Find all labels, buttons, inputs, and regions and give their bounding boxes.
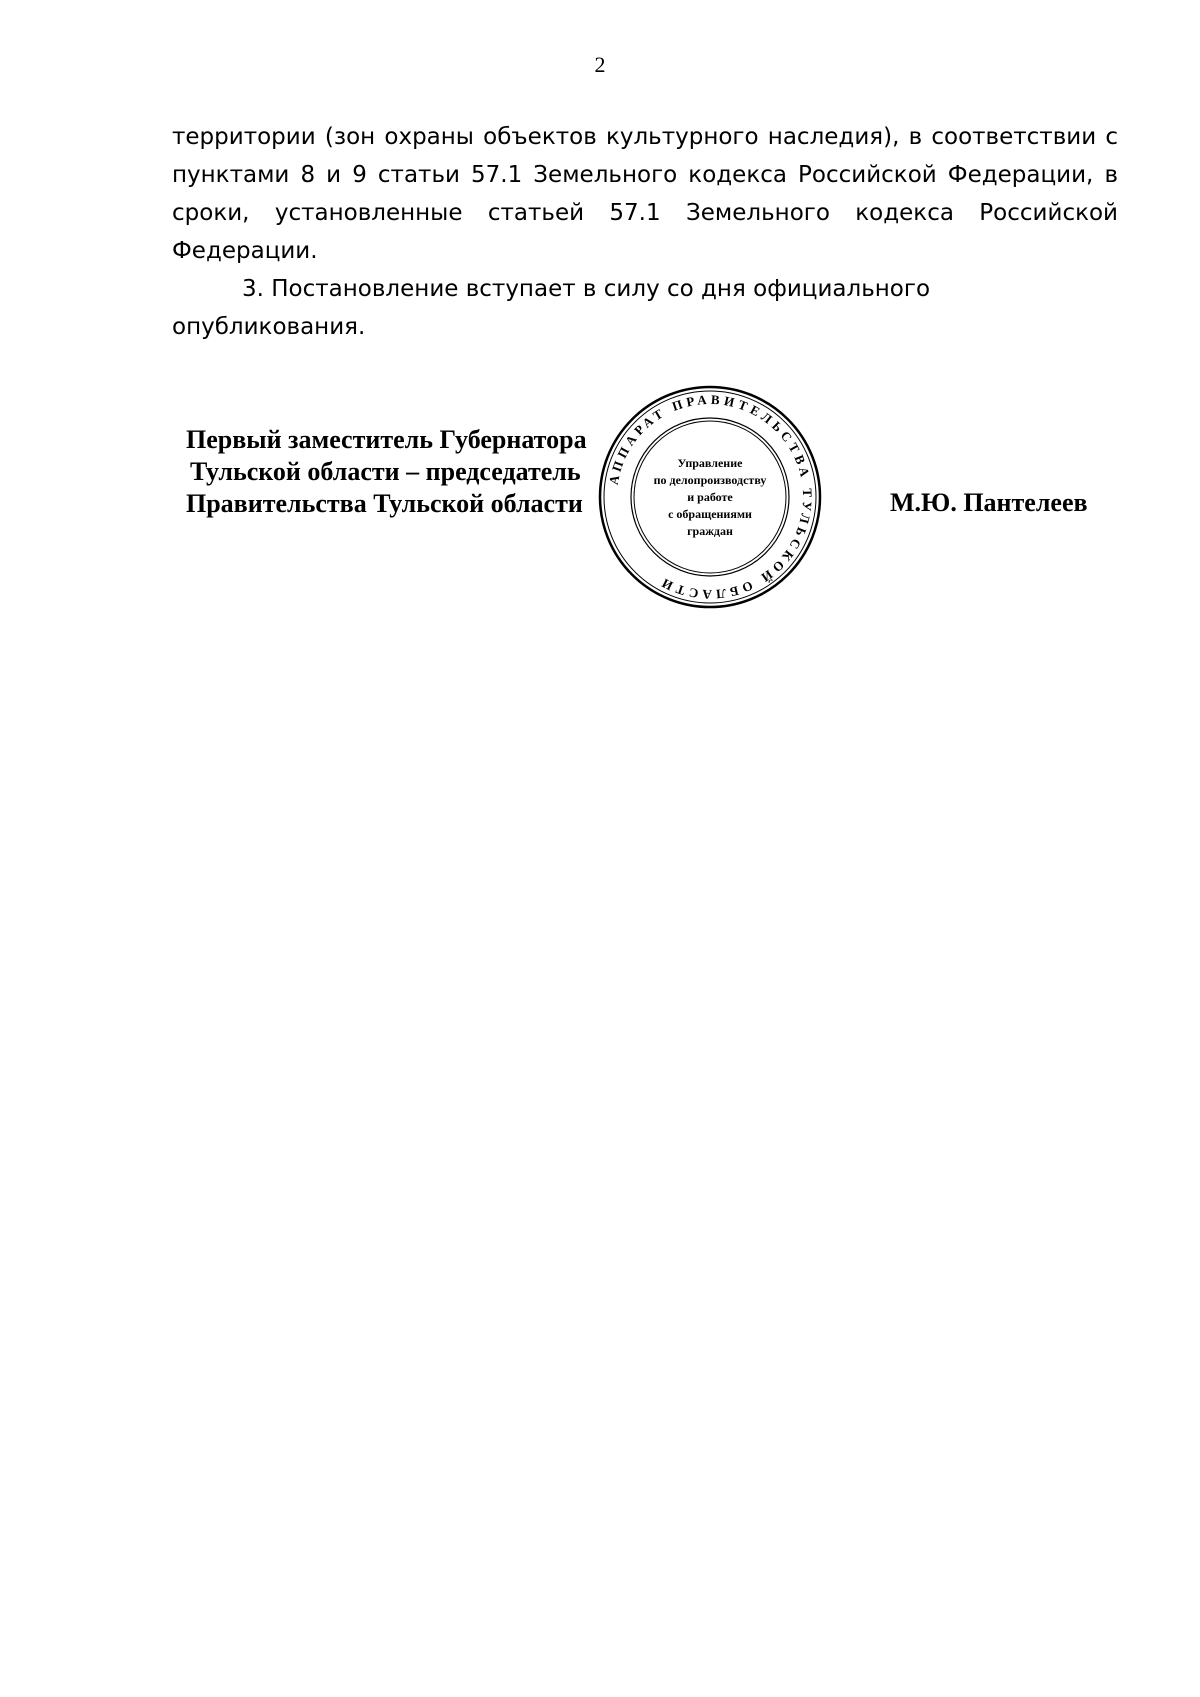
paragraph-continued: территории (зон охраны объектов культурного наследия), в соответствии с пунктами 8 и 9 статьи 57.1 Земельного кодекса Российской Федерации, в сроки, установленные статьей 57.1 Земельного кодекса Российской Федерации. (172, 124, 1118, 264)
page-number: 2 (594, 52, 606, 77)
signatory-name: М.Ю. Пантелеев (890, 488, 1088, 517)
paragraph-3: 3. Постановление вступает в силу со дня официального опубликования. (172, 276, 931, 340)
seal-inner-line: с обращениями (668, 507, 752, 521)
seal-inner-line: Управление (677, 456, 743, 470)
seal-outer-text: АППАРАТ ПРАВИТЕЛЬСТВА ТУЛЬСКОЙ ОБЛАСТИ (605, 391, 816, 603)
signatory-title-line: Первый заместитель Губернатора (186, 425, 587, 454)
seal-inner-line: и работе (687, 490, 733, 504)
official-seal (598, 385, 822, 609)
signatory-title (186, 424, 587, 520)
seal-inner-line: граждан (687, 524, 733, 538)
document-body (172, 118, 1118, 346)
seal-inner-line: по делопроизводству (653, 473, 767, 487)
signatory-title-line: Тульской области – председатель (190, 457, 581, 486)
signatory-title-line: Правительства Тульской области (186, 489, 583, 518)
